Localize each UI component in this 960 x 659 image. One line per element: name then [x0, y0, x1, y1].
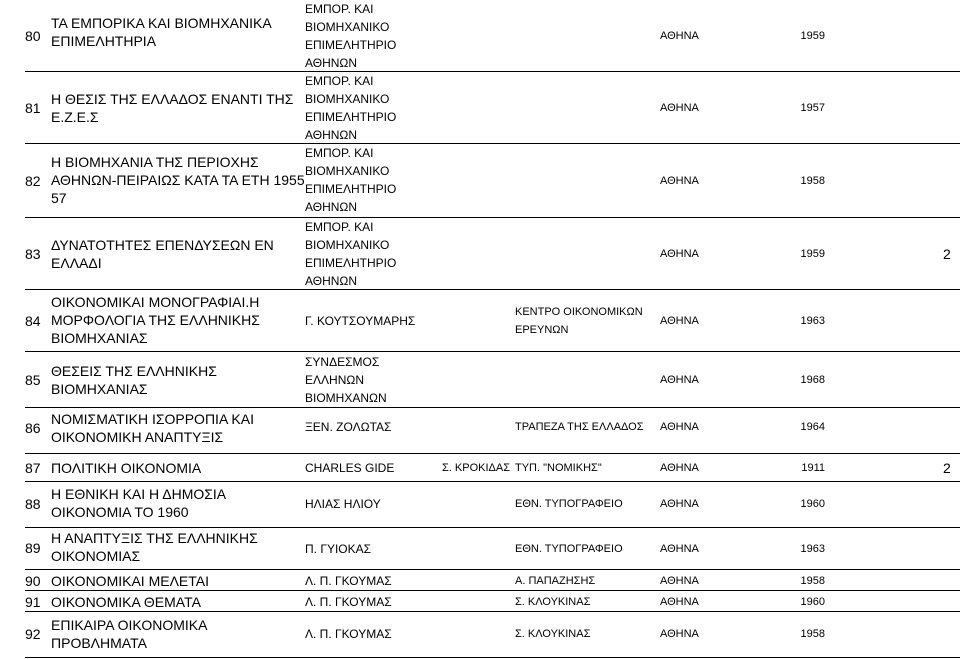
row-number: 88 [25, 496, 41, 512]
author-cell: ΕΜΠΟΡ. ΚΑΙ ΒΙΟΜΗΧΑΝΙΚΟ ΕΠΙΜΕΛΗΤΗΡΙΟ ΑΘΗΝΩΝ [305, 220, 397, 288]
title-cell: ΕΠΙΚΑΙΡΑ ΟΙΚΟΝΟΜΙΚΑ ΠΡΟΒΛΗΜΑΤΑ [51, 617, 208, 651]
author-cell: CHARLES GIDE [305, 461, 395, 475]
publisher-cell: ΕΘΝ. ΤΥΠΟΓΡΑΦΕΙΟ [515, 543, 623, 555]
city-cell: ΑΘΗΝΑ [660, 248, 699, 260]
row-number: 80 [25, 28, 41, 44]
row-number: 87 [25, 460, 41, 476]
publisher-cell: ΚΕΝΤΡΟ ΟΙΚΟΝΟΜΙΚΩΝ ΕΡΕΥΝΩΝ [515, 306, 643, 336]
row-number: 83 [25, 246, 41, 262]
year-cell: 1963 [800, 315, 825, 327]
title-cell: ΔΥΝΑΤΟΤΗΤΕΣ ΕΠΕΝΔΥΣΕΩΝ ΕΝ ΕΛΛΑΔΙ [51, 237, 274, 271]
city-cell: ΑΘΗΝΑ [660, 315, 699, 327]
author-cell: Γ. ΚΟΥΤΣΟΥΜΑΡΗΣ [305, 314, 416, 328]
title-cell: Η ΘΕΣΙΣ ΤΗΣ ΕΛΛΑΔΟΣ ΕΝΑΝΤΙ ΤΗΣ Ε.Ζ.Ε.Σ [51, 91, 294, 125]
title-cell: ΟΙΚΟΝΟΜΙΚΑ ΘΕΜΑΤΑ [51, 593, 201, 610]
title-cell: Η ΒΙΟΜΗΧΑΝΙΑ ΤΗΣ ΠΕΡΙΟΧΗΣ ΑΘΗΝΩΝ-ΠΕΙΡΑΙΩΣ ΚΑΤΑ ΤΑ ΕΤΗ 1955 57 [51, 154, 305, 206]
table-row [25, 72, 960, 144]
year-cell: 1959 [800, 248, 825, 260]
city-cell: ΑΘΗΝΑ [660, 421, 699, 433]
author-cell: Π. ΓΥΙΟΚΑΣ [305, 542, 372, 556]
table-row [25, 612, 960, 658]
table-row [25, 570, 960, 591]
author-cell: ΞΕΝ. ΖΟΛΩΤΑΣ [305, 420, 392, 434]
title-cell: Η ΕΘΝΙΚΗ ΚΑΙ Η ΔΗΜΟΣΙΑ ΟΙΚΟΝΟΜΙΑ ΤΟ 1960 [51, 486, 227, 520]
author-cell: ΕΜΠΟΡ. ΚΑΙ ΒΙΟΜΗΧΑΝΙΚΟ ΕΠΙΜΕΛΗΤΗΡΙΟ ΑΘΗΝΩΝ [305, 146, 397, 214]
title-cell: ΝΟΜΙΣΜΑΤΙΚΗ ΙΣΟΡΡΟΠΙΑ ΚΑΙ ΟΙΚΟΝΟΜΙΚΗ ΑΝΑΠΤΥΞΙΣ [51, 411, 254, 445]
author-cell: ΗΛΙΑΣ ΗΛΙΟΥ [305, 497, 381, 511]
year-cell: 1959 [800, 30, 825, 42]
publisher-cell: Σ. ΚΛΟΥΚΙΝΑΣ [515, 595, 591, 608]
publisher-cell: ΤΥΠ. "ΝΟΜΙΚΗΣ" [515, 462, 602, 474]
row-number: 91 [25, 593, 41, 610]
table-row [25, 144, 960, 218]
table-row [25, 528, 960, 570]
city-cell: ΑΘΗΝΑ [660, 498, 699, 510]
row-number: 92 [25, 626, 41, 642]
publisher-cell: ΤΡΑΠΕΖΑ ΤΗΣ ΕΛΛΑΔΟΣ [515, 421, 644, 433]
author-cell: ΕΜΠΟΡ. ΚΑΙ ΒΙΟΜΗΧΑΝΙΚΟ ΕΠΙΜΕΛΗΤΗΡΙΟ ΑΘΗΝΩΝ [305, 2, 397, 70]
table-row [25, 482, 960, 528]
table-row [25, 352, 960, 408]
year-cell: 1960 [800, 595, 825, 608]
year-cell: 1957 [800, 102, 825, 114]
title-cell: ΤΑ ΕΜΠΟΡΙΚΑ ΚΑΙ ΒΙΟΜΗΧΑΝΙΚΑ ΕΠΙΜΕΛΗΤΗΡΙΑ [51, 15, 272, 49]
extra-cell: 2 [943, 460, 951, 476]
author-cell: Λ. Π. ΓΚΟΥΜΑΣ [305, 594, 392, 609]
table-row [25, 218, 960, 290]
year-cell: 1963 [800, 543, 825, 555]
row-number: 86 [25, 420, 41, 436]
author-cell: ΣΥΝΔΕΣΜΟΣ ΕΛΛΗΝΩΝ ΒΙΟΜΗΧΑΝΩΝ [305, 355, 387, 405]
year-cell: 1911 [801, 462, 825, 474]
row-number: 85 [25, 372, 41, 388]
title-cell: ΟΙΚΟΝΟΜΙΚΑΙ ΜΕΛΕΤΑΙ [51, 572, 210, 589]
year-cell: 1960 [800, 498, 825, 510]
table-row [25, 290, 960, 352]
city-cell: ΑΘΗΝΑ [660, 374, 699, 386]
publisher-cell: ΕΘΝ. ΤΥΠΟΓΡΑΦΕΙΟ [515, 498, 623, 510]
city-cell: ΑΘΗΝΑ [660, 462, 699, 474]
year-cell: 1958 [800, 175, 825, 187]
table-row [25, 408, 960, 454]
translator-cell: Σ. ΚΡΟΚΙΔΑΣ [442, 462, 511, 474]
title-cell: ΘΕΣΕΙΣ ΤΗΣ ΕΛΛΗΝΙΚΗΣ ΒΙΟΜΗΧΑΝΙΑΣ [51, 363, 217, 397]
city-cell: ΑΘΗΝΑ [660, 543, 699, 555]
city-cell: ΑΘΗΝΑ [660, 628, 699, 640]
row-number: 82 [25, 173, 41, 189]
row-number: 90 [25, 572, 41, 589]
year-cell: 1968 [800, 374, 825, 386]
publisher-cell: Α. ΠΑΠΑΖΗΣΗΣ [515, 574, 596, 587]
extra-cell: 2 [943, 246, 951, 262]
city-cell: ΑΘΗΝΑ [660, 595, 699, 608]
year-cell: 1958 [800, 628, 825, 640]
author-cell: ΕΜΠΟΡ. ΚΑΙ ΒΙΟΜΗΧΑΝΙΚΟ ΕΠΙΜΕΛΗΤΗΡΙΟ ΑΘΗΝΩΝ [305, 74, 397, 142]
year-cell: 1964 [800, 421, 825, 433]
table-row [25, 0, 960, 72]
title-cell: ΠΟΛΙΤΙΚΗ ΟΙΚΟΝΟΜΙΑ [51, 460, 202, 476]
author-cell: Λ. Π. ΓΚΟΥΜΑΣ [305, 573, 392, 588]
city-cell: ΑΘΗΝΑ [660, 102, 699, 114]
title-cell: Η ΑΝΑΠΤΥΞΙΣ ΤΗΣ ΕΛΛΗΝΙΚΗΣ ΟΙΚΟΝΟΜΙΑΣ [51, 530, 258, 564]
row-number: 84 [25, 313, 41, 329]
title-cell: ΟΙΚΟΝΟΜΙΚΑΙ ΜΟΝΟΓΡΑΦΙΑΙ.Η ΜΟΡΦΟΛΟΓΙΑ ΤΗΣ ΕΛΛΗΝΙΚΗΣ ΒΙΟΜΗΧΑΝΙΑΣ [51, 294, 260, 346]
table-row [25, 454, 960, 482]
year-cell: 1958 [800, 574, 825, 587]
author-cell: Λ. Π. ΓΚΟΥΜΑΣ [305, 627, 392, 641]
row-number: 89 [25, 540, 41, 556]
publisher-cell: Σ. ΚΛΟΥΚΙΝΑΣ [515, 628, 591, 640]
city-cell: ΑΘΗΝΑ [660, 175, 699, 187]
row-number: 81 [25, 100, 41, 116]
city-cell: ΑΘΗΝΑ [660, 30, 699, 42]
city-cell: ΑΘΗΝΑ [660, 574, 699, 587]
table-row [25, 591, 960, 612]
